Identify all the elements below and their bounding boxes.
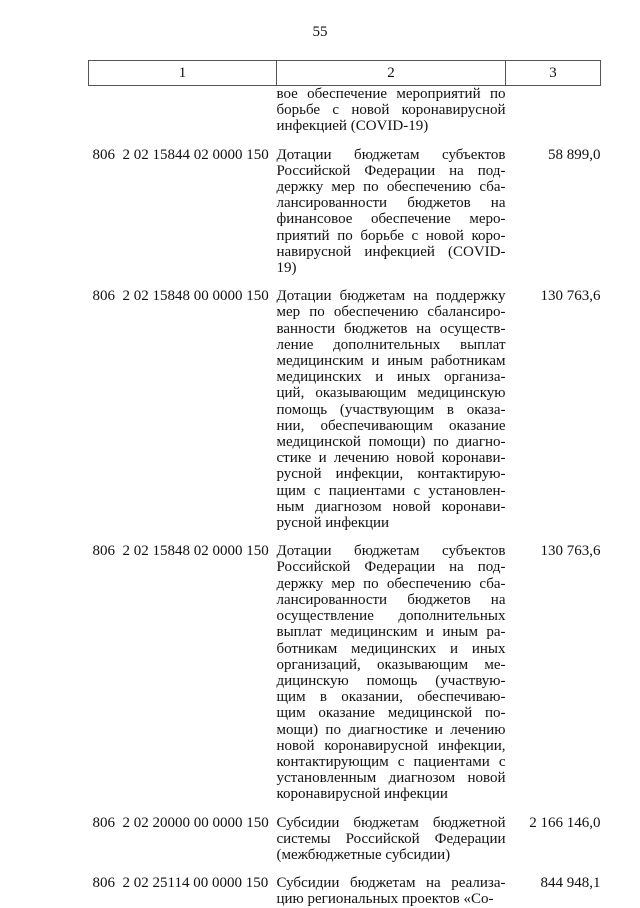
column-header-1: 1 [89, 61, 277, 86]
description-line: ным диагнозом новой коронави- [276, 498, 506, 515]
description-line: организаций, оказывающим ме- [276, 656, 506, 673]
classification-code: 2 02 15844 02 0000 150 [122, 146, 269, 163]
amount-cell: 844 948,1 [540, 875, 601, 892]
description-cell [277, 875, 506, 907]
amount-cell: 130 763,6 [540, 288, 601, 305]
description-line: ление дополнительных выплат [276, 336, 506, 353]
description-line: стике и лечению новой коронави- [276, 450, 506, 467]
description-line: держку мер по обеспечению сба- [276, 575, 506, 592]
description-line: (межбюджетные субсидии) [276, 846, 451, 863]
column-header-3: 3 [506, 61, 601, 86]
column-header-2: 2 [277, 61, 506, 86]
description-line: русной инфекции [276, 515, 390, 532]
description-line: лансированности бюджетов на [276, 195, 506, 212]
row-spacer [89, 863, 601, 875]
description-line: русной инфекции, контактирую- [276, 466, 506, 483]
description-line: финансовое обеспечение меро- [276, 211, 506, 228]
amount-cell: 58 899,0 [548, 146, 601, 163]
table-row [89, 815, 601, 864]
description-line: установленным диагнозом новой [276, 770, 506, 787]
table-row [89, 875, 601, 907]
amount-cell: 2 166 146,0 [529, 814, 601, 831]
description-line: медицинской помощи) по диагно- [276, 434, 506, 451]
description-line: ботникам медицинских и иных [276, 640, 506, 657]
row-spacer [89, 531, 601, 543]
budget-code-cell [89, 543, 277, 802]
budget-code-cell [89, 875, 277, 907]
description-line: выплат медицинским и иным ра- [276, 624, 506, 641]
table-row [89, 543, 601, 802]
description-line: Субсидии бюджетам бюджетной [276, 814, 506, 831]
description-line: приятий по борьбе с новой коро- [276, 227, 506, 244]
description-cell [277, 288, 506, 531]
description-line: помощь (участвующим в оказа- [276, 401, 506, 418]
continuation-description: вое обеспечение мероприятий по борьбе с новой коронавирусной инфекцией (COVID-19) [276, 86, 506, 135]
page-number: 55 [312, 24, 328, 40]
description-line: Дотации бюджетам субъектов [276, 543, 506, 560]
description-line: новой коронавирусной инфекции, [276, 737, 506, 754]
admin-code: 806 [92, 814, 115, 831]
description-line: держку мер по обеспечению сба- [276, 179, 506, 196]
continuation-row [89, 86, 601, 135]
description-line: нии, обеспечивающим оказание [276, 417, 506, 434]
admin-code: 806 [92, 543, 115, 560]
classification-code: 2 02 20000 00 0000 150 [122, 814, 269, 831]
description-line: контактирующим с пациентами с [276, 753, 506, 770]
description-line: Дотации бюджетам на поддержку [276, 288, 506, 305]
description-line: Российской Федерации на под- [276, 559, 506, 576]
description-cell [277, 147, 506, 277]
budget-code-cell [89, 147, 277, 277]
description-line: Российской Федерации на под- [276, 162, 506, 179]
description-line: осуществление дополнительных [276, 608, 506, 625]
table-header-row [89, 61, 601, 86]
description-line: медицинских и иных организа- [276, 369, 506, 386]
classification-code: 2 02 15848 02 0000 150 [122, 543, 269, 560]
description-cell [277, 543, 506, 802]
description-line: Дотации бюджетам субъектов [276, 146, 506, 163]
budget-table [88, 60, 601, 908]
admin-code: 806 [92, 288, 115, 305]
description-line: мер по обеспечению сбалансиро- [276, 304, 506, 321]
admin-code: 806 [92, 875, 115, 892]
description-line: щим в оказании, обеспечиваю- [276, 689, 506, 706]
description-cell [277, 815, 506, 864]
description-line: Субсидии бюджетам на реализа- [276, 875, 506, 892]
description-line: ций, оказывающим медицинскую [276, 385, 506, 402]
classification-code: 2 02 15848 00 0000 150 [122, 288, 269, 305]
row-spacer [89, 276, 601, 288]
row-spacer [89, 803, 601, 815]
table-row [89, 288, 601, 531]
amount-cell: 130 763,6 [540, 543, 601, 560]
description-line: щим оказание медицинской по- [276, 705, 506, 722]
admin-code: 806 [92, 146, 115, 163]
description-line: мощи) по диагностике и лечению [276, 721, 506, 738]
budget-code-cell [89, 815, 277, 864]
description-line: медицинским и иным работникам [276, 353, 506, 370]
table-row [89, 147, 601, 277]
row-spacer [89, 135, 601, 147]
description-line: щим с пациентами с установлен- [276, 482, 506, 499]
description-line: дицинскую помощь (участвую- [276, 672, 506, 689]
description-line: лансированности бюджетов на [276, 591, 506, 608]
description-line: цию региональных проектов «Со- [276, 891, 494, 908]
description-line: системы Российской Федерации [276, 830, 506, 847]
description-line: коронавирусной инфекции [276, 786, 448, 803]
description-line: ванности бюджетов на осуществ- [276, 320, 506, 337]
description-line: 19) [276, 260, 297, 277]
classification-code: 2 02 25114 00 0000 150 [122, 875, 269, 892]
budget-code-cell [89, 288, 277, 531]
description-line: навирусной инфекцией (COVID- [276, 243, 506, 260]
